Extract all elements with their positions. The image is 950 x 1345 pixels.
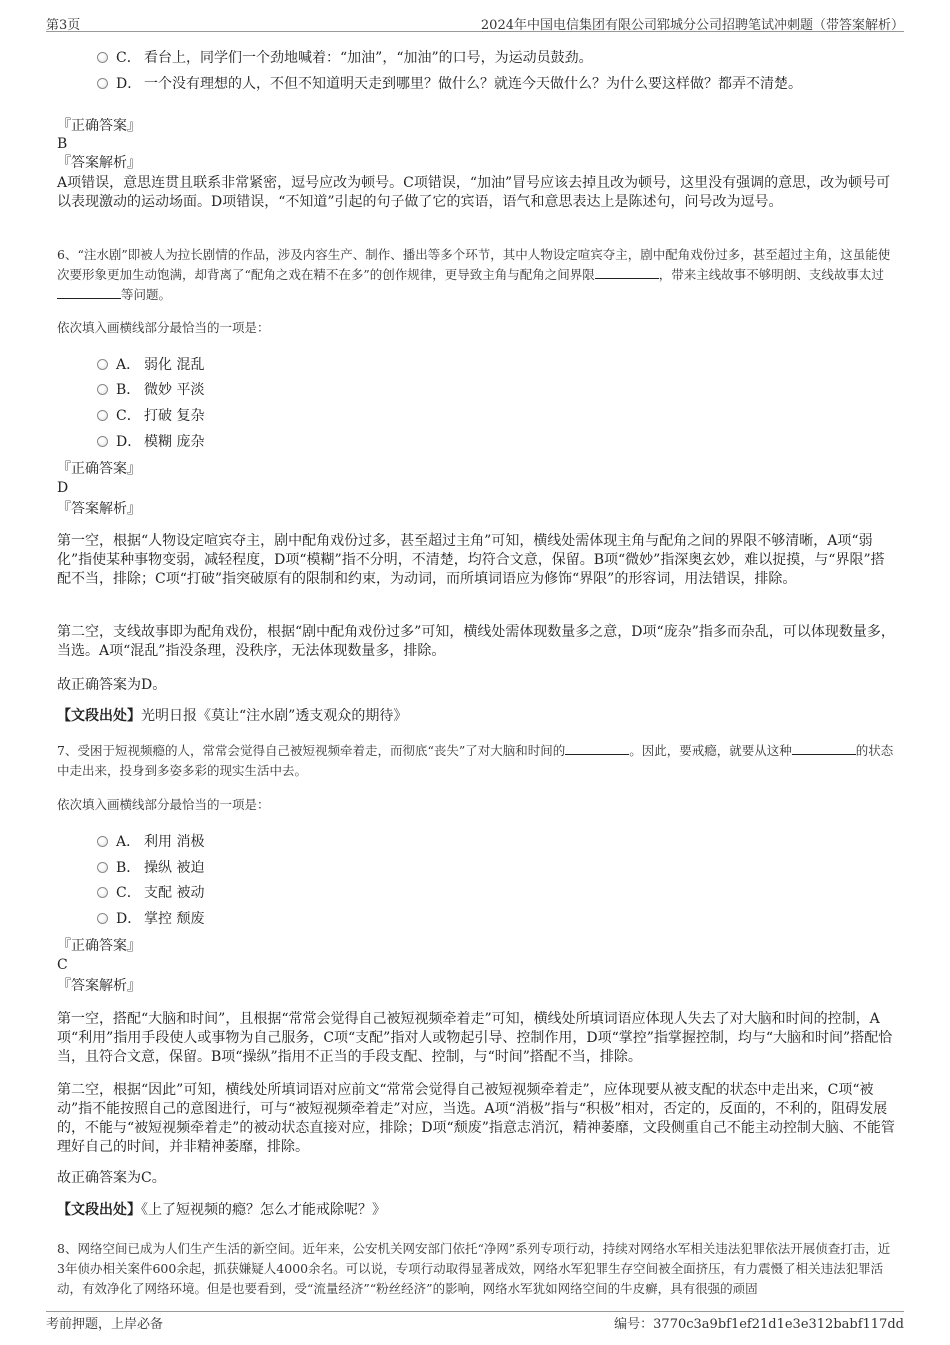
q6-stem: 6、“注水剧”即被人为拉长剧情的作品，涉及内容生产、制作、播出等多个环节，其中人物设定喧宾夺主，剧中配角戏份过多，甚至超过主角，这虽能使次要形象更加生动饱满，却背离了“配角之戏在精不在多”的创作规律，更导致主角与配角之间界限 ，带来主线故事不够明朗、支线故事太过等问题。: [57, 247, 891, 302]
q5-option-d[interactable]: D． 一个没有理想的人，不但不知道明天走到哪里？做什么？就连今天做什么？为什么要这样做？都弄不清楚。: [97, 75, 802, 93]
blank-line: [595, 266, 659, 279]
q6-answer-label: 『正确答案』: [57, 461, 141, 477]
blank-line: [792, 742, 856, 755]
radio-icon[interactable]: [97, 913, 108, 924]
radio-icon[interactable]: [97, 52, 108, 63]
q6-analysis-p3: 故正确答案为D。: [57, 677, 167, 693]
q6-analysis-label: 『答案解析』: [57, 501, 141, 517]
q6-option-a[interactable]: A． 弱化 混乱: [97, 356, 204, 374]
document-id: 编号：3770c3a9bf1ef21d1e3e312babf117dd: [614, 1317, 904, 1332]
q5-answer: B: [57, 136, 68, 152]
q7-answer-label: 『正确答案』: [57, 938, 141, 954]
q7-analysis-p3: 故正确答案为C。: [57, 1170, 166, 1186]
q7-option-a[interactable]: A． 利用 消极: [97, 833, 204, 851]
document-title: 2024年中国电信集团有限公司郓城分公司招聘笔试冲刺题（带答案解析）: [480, 18, 904, 33]
q7-option-c[interactable]: C． 支配 被动: [97, 884, 204, 902]
page-number: 第3页: [46, 18, 81, 33]
q8-stem: 8、网络空间已成为人们生产生活的新空间。近年来，公安机关网安部门依托“净网”系列专项行动，持续对网络水军相关违法犯罪依法开展侦查打击，近3年侦办相关案件600余起，抓获嫌疑人4000余名。可以说，专项行动取得显著成效，网络水军犯罪生存空间被全面挤压，有力震慑了相关违法犯罪活动，有效净化了网络环境。但是也要看到，受“流量经济”“粉丝经济”的影响，网络水军犹如网络空间的牛皮癣，具有很强的顽固: [57, 1241, 891, 1296]
q7-analysis-label: 『答案解析』: [57, 978, 141, 994]
q7-source: 【文段出处】《上了短视频的瘾？怎么才能戒除呢？》: [57, 1202, 386, 1218]
q5-analysis-label: 『答案解析』: [57, 155, 141, 171]
q6-answer: D: [57, 480, 69, 496]
radio-icon[interactable]: [97, 836, 108, 847]
footer-divider: [46, 1311, 904, 1312]
header-divider: [46, 31, 904, 32]
q5-analysis: A项错误，意思连贯且联系非常紧密，逗号应改为顿号。C项错误，“加油”冒号应该去掉且改为顿号，这里没有强调的意思，改为顿号可以表现激动的运动场面。D项错误，“不知道”引起的句子做了它的宾语，语气和意思表达上是陈述句，问号改为逗号。: [57, 175, 891, 210]
radio-icon[interactable]: [97, 436, 108, 447]
q7-analysis-p2: 第二空，根据“因此”可知，横线处所填词语对应前文“常常会觉得自己被短视频牵着走”，应体现要从被支配的状态中走出来，C项“被动”指不能按照自己的意图进行，可与“被短视频牵着走”对应，当选。A项“消极”指与“积极”相对，否定的，反面的，不利的，阻碍发展的，不能与“被短视频牵着走”的被动状态直接对应，排除；D项“颓废”指意志消沉，精神萎靡，文段侧重自己不能主动控制大脑、不能管理好自己的时间，并非精神萎靡，排除。: [57, 1082, 895, 1155]
q5-answer-label: 『正确答案』: [57, 118, 141, 134]
q6-analysis-p1: 第一空，根据“人物设定喧宾夺主，剧中配角戏份过多，甚至超过主角”可知，横线处需体现主角与配角之间的界限不够清晰，A项“弱化”指使某种事物变弱，减轻程度，D项“模糊”指不分明，不清楚，均符合文意，保留。B项“微妙”指深奥玄妙，难以捉摸，与“界限”搭配不当，排除；C项“打破”指突破原有的限制和约束，为动词，而所填词语应为修饰“界限”的形容词，用法错误，排除。: [57, 533, 885, 587]
radio-icon[interactable]: [97, 887, 108, 898]
q6-option-c[interactable]: C． 打破 复杂: [97, 407, 204, 425]
q6-analysis-p2: 第二空，支线故事即为配角戏份，根据“剧中配角戏份过多”可知，横线处需体现数量多之意，D项“庞杂”指多而杂乱，可以体现数量多，当选。A项“混乱”指没条理，没秩序，无法体现数量多，排除。: [57, 624, 895, 659]
radio-icon[interactable]: [97, 410, 108, 421]
radio-icon[interactable]: [97, 359, 108, 370]
q7-prompt: 依次填入画横线部分最恰当的一项是：: [57, 797, 270, 812]
q5-option-c[interactable]: C． 看台上，同学们一个劲地喊着：“加油”，“加油”的口号，为运动员鼓劲。: [97, 49, 593, 67]
q7-option-d[interactable]: D． 掌控 颓废: [97, 910, 204, 928]
q6-source: 【文段出处】光明日报《莫让“注水剧”透支观众的期待》: [57, 708, 408, 724]
radio-icon[interactable]: [97, 862, 108, 873]
q6-prompt: 依次填入画横线部分最恰当的一项是：: [57, 320, 270, 335]
radio-icon[interactable]: [97, 78, 108, 89]
radio-icon[interactable]: [97, 384, 108, 395]
q7-analysis-p1: 第一空，搭配“大脑和时间”，且根据“常常会觉得自己被短视频牵着走”可知，横线处所填词语应体现人失去了对大脑和时间的控制，A项“利用”指用手段使人或事物为自己服务，C项“支配”指对人或物起引导、控制作用，D项“掌控”指掌握控制，均与“大脑和时间”搭配恰当，且符合文意，保留。B项“操纵”指用不正当的手段支配、控制，与“时间”搭配不当，排除。: [57, 1011, 893, 1065]
q7-stem: 7、受困于短视频瘾的人，常常会觉得自己被短视频牵着走，而彻底“丧失”了对大脑和时间的 。因此，要戒瘾，就要从这种 的状态中走出来，投身到多姿多彩的现实生活中去。: [57, 743, 894, 778]
q7-answer: C: [57, 957, 68, 973]
blank-line: [565, 742, 629, 755]
blank-line: [57, 286, 121, 299]
page-header: [46, 10, 904, 32]
footer-slogan: 考前押题，上岸必备: [46, 1317, 164, 1332]
q7-option-b[interactable]: B． 操纵 被迫: [97, 859, 204, 877]
q6-option-d[interactable]: D． 模糊 庞杂: [97, 433, 204, 451]
q6-option-b[interactable]: B． 微妙 平淡: [97, 381, 204, 399]
